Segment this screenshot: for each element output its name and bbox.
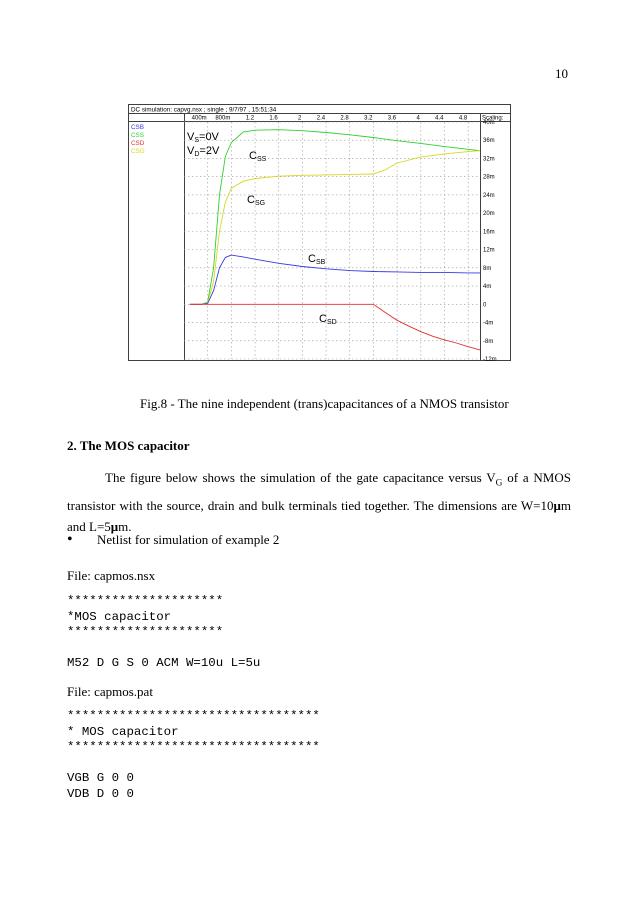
y-tick-label: 12m	[483, 247, 495, 254]
y-tick-label: -4m	[483, 320, 494, 327]
x-tick-label: 2.4	[316, 115, 326, 122]
y-tick-label: 4m	[483, 284, 492, 291]
y-tick-label: 28m	[483, 174, 495, 181]
figure-caption: Fig.8 - The nine independent (trans)capacitances of a NMOS transistor	[140, 396, 509, 411]
css-annotation: CSS	[249, 150, 267, 163]
csb-annotation: CSB	[308, 253, 326, 266]
x-tick-label: 400m	[191, 115, 207, 122]
x-tick-label: 4.4	[435, 115, 444, 122]
x-tick-label: 3.2	[364, 115, 373, 122]
y-tick-label: -8m	[483, 338, 494, 345]
window-title: DC simulation: capvg.nsx ; single ; 9/7/97 , 15:51:34	[131, 106, 277, 114]
y-tick-label: -12m	[483, 357, 497, 361]
legend-entry-csb: CSB	[131, 124, 144, 131]
x-tick-label: 3.6	[387, 115, 397, 122]
section-heading: 2. The MOS capacitor	[67, 438, 190, 453]
bullet-dot: •	[67, 531, 73, 548]
x-tick-label: 2	[298, 115, 302, 122]
x-tick-label: 1.6	[269, 115, 278, 122]
x-tick-label: 800m	[215, 115, 231, 122]
x-tick-label: 2.8	[340, 115, 349, 122]
file2-label: File: capmos.pat	[67, 684, 153, 699]
bullet-text: Netlist for simulation of example 2	[97, 532, 280, 547]
y-tick-label: 36m	[483, 138, 495, 145]
file1-label: File: capmos.nsx	[67, 568, 156, 583]
y-tick-label: 20m	[483, 211, 495, 218]
scaling-label: Scaling:	[482, 115, 504, 122]
x-tick-label: 1.2	[245, 115, 255, 122]
y-tick-label: 24m	[483, 192, 495, 199]
x-tick-label: 4.8	[458, 115, 468, 122]
csd-annotation: CSD	[319, 313, 337, 326]
section-paragraph: The figure below shows the simulation of the gate capacitance versus $V_G$ of a NMOS transistor with the source, drain and bulk terminals tied together. The dimensions are W=10μm and L=5μm.	[67, 470, 571, 534]
vs-annotation: VS=0V	[187, 131, 219, 144]
vd-annotation: VD=2V	[187, 145, 220, 158]
y-tick-label: 40m	[483, 120, 495, 126]
y-tick-label: 16m	[483, 229, 495, 236]
y-tick-label: 32m	[483, 156, 495, 163]
csg-annotation: CSG	[247, 194, 266, 207]
netlist-bullet	[67, 532, 279, 548]
legend-entry-csd: CSD	[131, 140, 145, 147]
x-tick-label: 4	[416, 115, 420, 122]
y-tick-label: 8m	[483, 265, 492, 272]
legend	[131, 124, 145, 155]
legend-entry-css: CSS	[131, 132, 144, 139]
page-number: 10	[555, 66, 568, 81]
legend-entry-csg: CSG	[131, 148, 145, 155]
file2-code: ********************************** * MOS capacitor ********************************** VGB G 0 0 VDB D 0 0	[67, 709, 320, 801]
simulation-figure	[128, 104, 511, 361]
y-tick-label: 0	[483, 302, 487, 309]
file1-code: ********************* *MOS capacitor ********************* M52 D G S 0 ACM W=10u L=5u	[67, 594, 261, 670]
